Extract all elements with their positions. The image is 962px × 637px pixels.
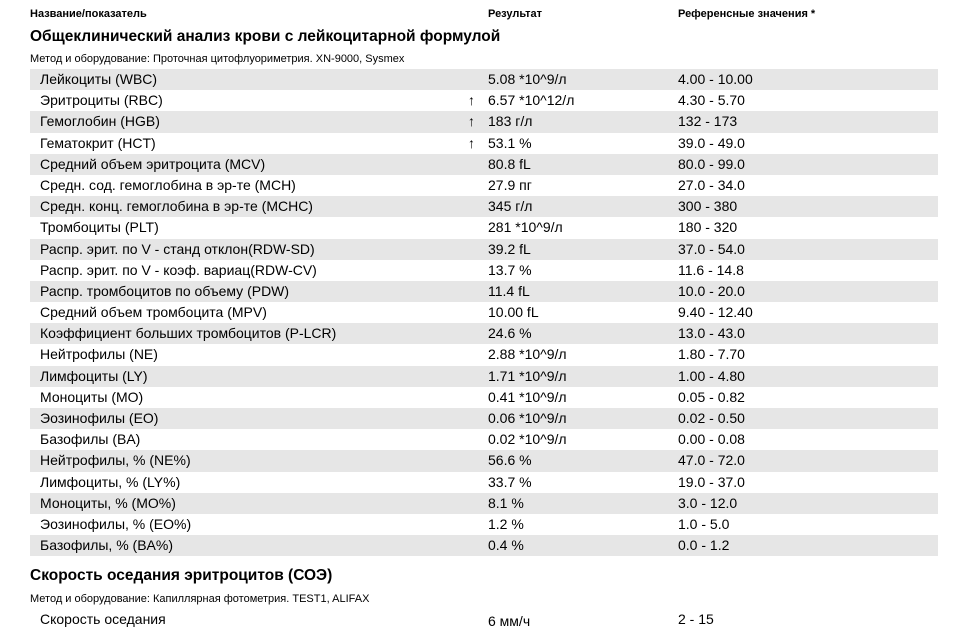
reference-range: 132 - 173	[678, 113, 738, 130]
high-flag-icon: ↑	[468, 92, 475, 109]
reference-range: 39.0 - 49.0	[678, 134, 745, 151]
reference-range: 19.0 - 37.0	[678, 473, 745, 490]
table-row	[30, 90, 938, 111]
table-row	[30, 239, 938, 260]
high-flag-icon: ↑	[468, 113, 475, 130]
test-result: 10.00 fL	[488, 304, 539, 321]
reference-range: 13.0 - 43.0	[678, 325, 745, 342]
test-result: 80.8 fL	[488, 155, 531, 172]
table-row	[30, 69, 938, 90]
test-name: Базофилы (BA)	[40, 431, 141, 448]
reference-range: 0.00 - 0.08	[678, 431, 745, 448]
test-result: 13.7 %	[488, 261, 532, 278]
reference-range: 1.0 - 5.0	[678, 515, 730, 532]
test-name: Эозинофилы, % (EO%)	[40, 515, 192, 532]
section-title-esr: Скорость оседания эритроцитов (СОЭ)	[30, 567, 333, 584]
reference-range: 0.02 - 0.50	[678, 410, 745, 426]
test-result: 39.2 fL	[488, 240, 531, 257]
table-row	[30, 514, 938, 535]
test-result: 183 г/л	[488, 113, 533, 130]
reference-range: 1.80 - 7.70	[678, 346, 745, 363]
test-name: Моноциты (MO)	[40, 388, 144, 405]
reference-range: 0.05 - 0.82	[678, 388, 745, 405]
test-name: Моноциты, % (MO%)	[40, 494, 176, 511]
test-result: 0.02 *10^9/л	[488, 431, 567, 448]
table-row-esr	[30, 609, 938, 630]
test-name: Тромбоциты (PLT)	[40, 219, 159, 236]
table-row	[30, 472, 938, 493]
test-name: Средний объем эритроцита (MCV)	[40, 155, 266, 172]
test-result: 1.2 %	[488, 515, 524, 532]
test-result: 6.57 *10^12/л	[488, 92, 575, 109]
header-name: Название/показатель	[30, 8, 147, 20]
test-name: Распр. эрит. по V - коэф. вариац(RDW-CV)	[40, 261, 317, 278]
table-row	[30, 408, 938, 429]
test-result: 56.6 %	[488, 452, 532, 469]
esr-name: Скорость оседания	[40, 611, 166, 627]
high-flag-icon: ↑	[468, 134, 475, 151]
test-result: 2.88 *10^9/л	[488, 346, 567, 363]
reference-range: 3.0 - 12.0	[678, 494, 738, 511]
section-title-cbc: Общеклинический анализ крови с лейкоцитарной формулой	[30, 28, 501, 45]
test-name: Средн. конц. гемоглобина в эр-те (MCHC)	[40, 198, 313, 215]
table-row	[30, 450, 938, 471]
test-result: 0.4 %	[488, 537, 524, 554]
test-name: Нейтрофилы, % (NE%)	[40, 452, 191, 469]
reference-range: 4.30 - 5.70	[678, 92, 745, 109]
test-result: 33.7 %	[488, 473, 532, 490]
esr-reference: 2 - 15	[678, 611, 714, 627]
test-name: Средний объем тромбоцита (MPV)	[40, 304, 267, 321]
test-name: Лимфоциты, % (LY%)	[40, 473, 181, 490]
test-result: 1.71 *10^9/л	[488, 367, 567, 384]
reference-range: 1.00 - 4.80	[678, 367, 745, 384]
table-row	[30, 323, 938, 344]
test-name: Лимфоциты (LY)	[40, 367, 148, 384]
reference-range: 10.0 - 20.0	[678, 282, 745, 299]
table-row	[30, 302, 938, 323]
header-reference: Референсные значения *	[678, 8, 816, 20]
test-result: 27.9 пг	[488, 176, 532, 193]
test-result: 345 г/л	[488, 198, 533, 215]
reference-range: 11.6 - 14.8	[678, 261, 744, 278]
reference-range: 27.0 - 34.0	[678, 176, 745, 193]
test-result: 8.1 %	[488, 494, 524, 511]
table-row	[30, 111, 938, 132]
reference-range: 47.0 - 72.0	[678, 452, 745, 469]
test-result: 0.06 *10^9/л	[488, 410, 567, 426]
method-cbc: Метод и оборудование: Проточная цитофлуориметрия. XN-9000, Sysmex	[30, 53, 405, 65]
test-result: 53.1 %	[488, 134, 532, 151]
test-name: Коэффициент больших тромбоцитов (P-LCR)	[40, 325, 337, 342]
results-table	[30, 69, 938, 556]
test-name: Гематокрит (HCT)	[40, 134, 156, 151]
table-row	[30, 217, 938, 238]
test-name: Распр. тромбоцитов по объему (PDW)	[40, 282, 290, 299]
reference-range: 300 - 380	[678, 198, 738, 215]
test-result: 11.4 fL	[488, 282, 530, 299]
test-result: 0.41 *10^9/л	[488, 388, 567, 405]
table-row	[30, 344, 938, 365]
table-row	[30, 133, 938, 154]
esr-result: 6 мм/ч	[488, 613, 531, 629]
test-name: Эозинофилы (EO)	[40, 410, 159, 426]
table-row	[30, 493, 938, 514]
table-row	[30, 281, 938, 302]
test-name: Гемоглобин (HGB)	[40, 113, 160, 130]
reference-range: 0.0 - 1.2	[678, 537, 730, 554]
test-name: Лейкоциты (WBC)	[40, 71, 158, 87]
header-result: Результат	[488, 8, 543, 20]
test-name: Базофилы, % (BA%)	[40, 537, 173, 554]
test-result: 281 *10^9/л	[488, 219, 563, 236]
table-row	[30, 260, 938, 281]
reference-range: 37.0 - 54.0	[678, 240, 745, 257]
table-row	[30, 429, 938, 450]
test-result: 5.08 *10^9/л	[488, 71, 567, 87]
method-esr: Метод и оборудование: Капиллярная фотометрия. TEST1, ALIFAX	[30, 593, 370, 605]
test-name: Средн. сод. гемоглобина в эр-те (MCH)	[40, 176, 296, 193]
table-row	[30, 387, 938, 408]
test-result: 24.6 %	[488, 325, 532, 342]
test-name: Распр. эрит. по V - станд отклон(RDW-SD)	[40, 240, 315, 257]
test-name: Нейтрофилы (NE)	[40, 346, 158, 363]
table-row	[30, 175, 938, 196]
reference-range: 80.0 - 99.0	[678, 155, 745, 172]
test-name: Эритроциты (RBC)	[40, 92, 163, 109]
table-row	[30, 366, 938, 387]
table-row	[30, 196, 938, 217]
reference-range: 4.00 - 10.00	[678, 71, 753, 87]
reference-range: 9.40 - 12.40	[678, 304, 753, 321]
reference-range: 180 - 320	[678, 219, 738, 236]
table-row	[30, 154, 938, 175]
table-row	[30, 535, 938, 556]
